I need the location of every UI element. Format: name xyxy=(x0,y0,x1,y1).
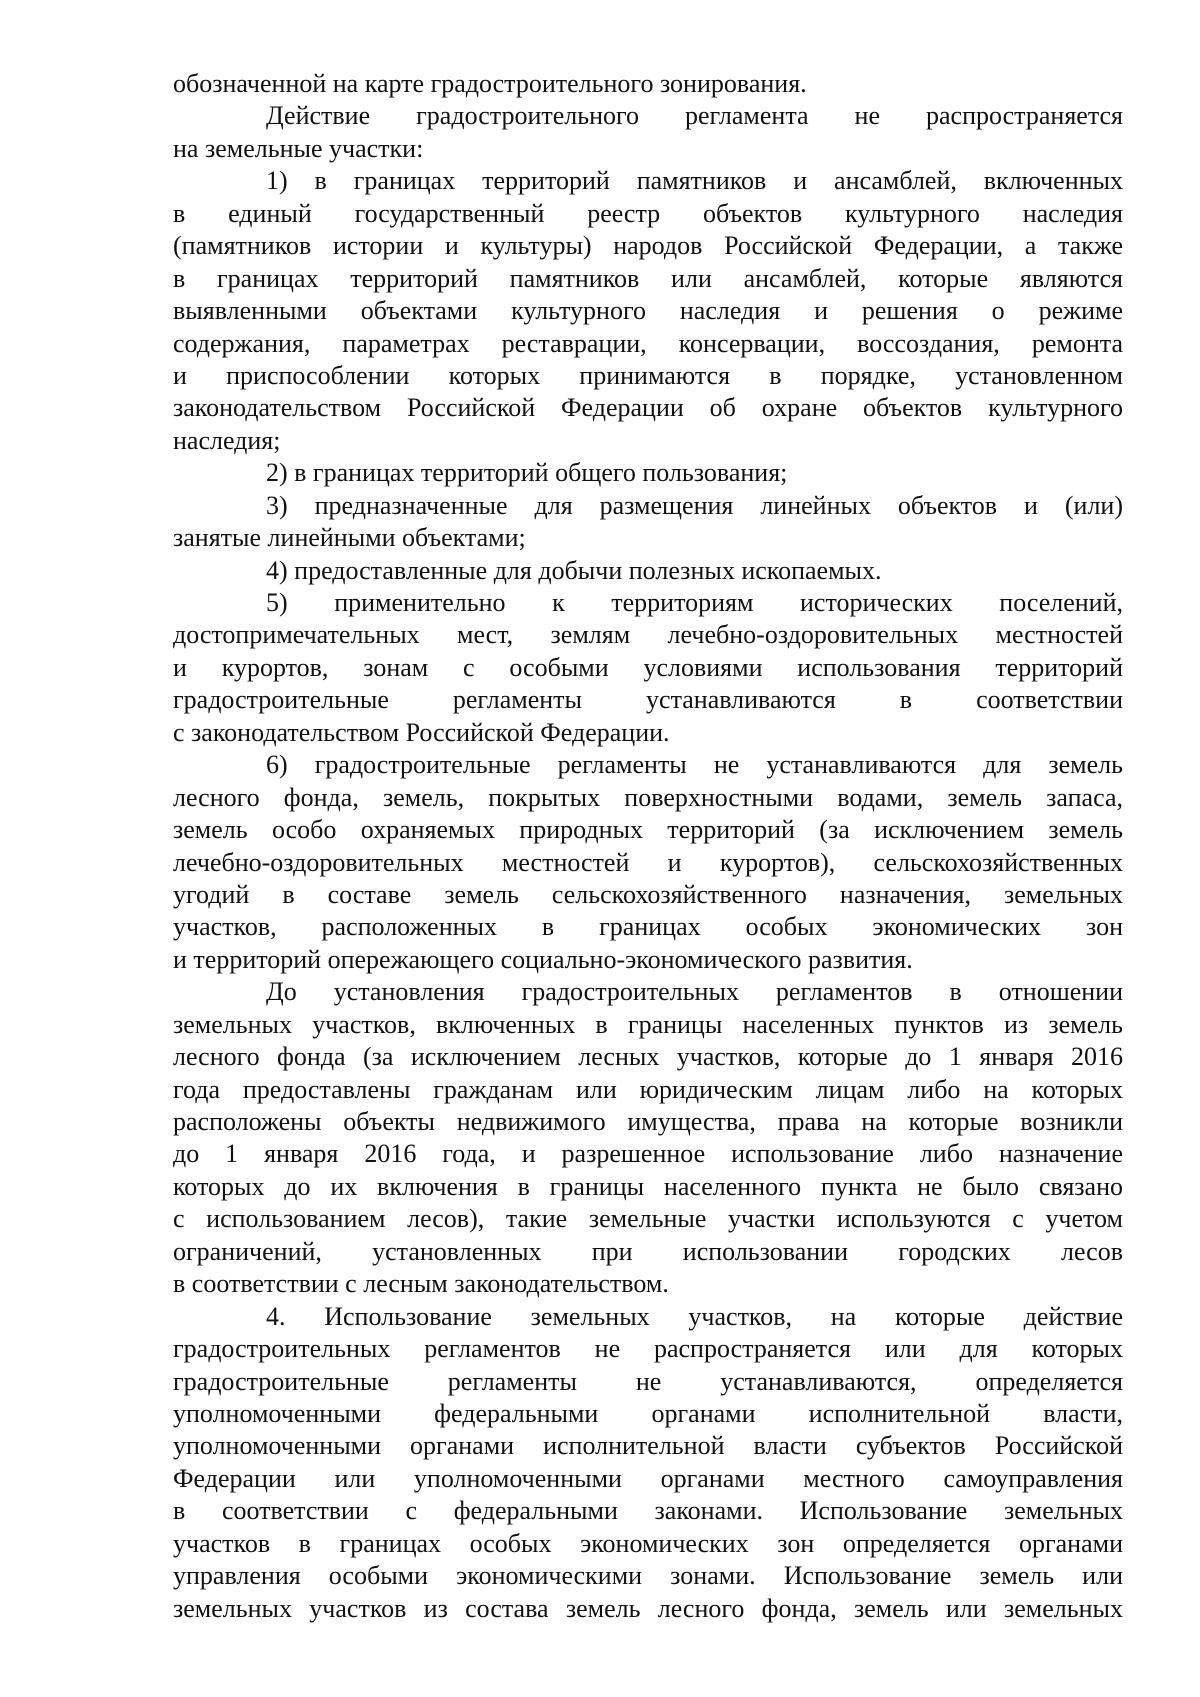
text-line: достопримечательных мест, землям лечебно-оздоровительных местностей xyxy=(173,620,1123,650)
text-line: Действие градостроительного регламента не распространяется xyxy=(266,101,1123,131)
text-line: на земельные участки: xyxy=(173,133,424,163)
text-line: в соответствии с федеральными законами. Использование земельных xyxy=(173,1496,1123,1526)
text-line: в единый государственный реестр объектов культурного наследия xyxy=(173,198,1123,228)
text-line: земель особо охраняемых природных территорий (за исключением земель xyxy=(173,815,1123,845)
text-line: лесного фонда, земель, покрытых поверхностными водами, земель запаса, xyxy=(173,782,1123,812)
text-line: До установления градостроительных регламентов в отношении xyxy=(266,977,1123,1007)
text-line: и территорий опережающего социально-экономического развития. xyxy=(173,944,913,974)
text-line: угодий в составе земель сельскохозяйственного назначения, земельных xyxy=(173,879,1123,909)
text-line: до 1 января 2016 года, и разрешенное использование либо назначение xyxy=(173,1139,1123,1169)
text-line: 6) градостроительные регламенты не устанавливаются для земель xyxy=(266,750,1123,780)
text-line: 4) предоставленные для добычи полезных ископаемых. xyxy=(266,555,882,585)
text-line: которых до их включения в границы населенного пункта не было связано xyxy=(173,1171,1123,1201)
text-line: лечебно-оздоровительных местностей и курортов), сельскохозяйственных xyxy=(173,847,1123,877)
text-line: в соответствии с лесным законодательством. xyxy=(173,1269,669,1299)
text-line: 2) в границах территорий общего пользования; xyxy=(266,458,788,488)
text-line: 4. Использование земельных участков, на которые действие xyxy=(266,1301,1123,1331)
text-line: выявленными объектами культурного наследия и решения о режиме xyxy=(173,296,1123,326)
text-line: обозначенной на карте градостроительного зонирования. xyxy=(173,69,807,98)
text-line: 3) предназначенные для размещения линейных объектов и (или) xyxy=(266,490,1123,520)
text-line: законодательством Российской Федерации об охране объектов культурного xyxy=(173,393,1123,423)
text-line: градостроительные регламенты устанавливаются в соответствии xyxy=(173,685,1123,715)
text-line: управления особыми экономическими зонами. Использование земель или xyxy=(173,1561,1123,1591)
text-line: участков, расположенных в границах особых экономических зон xyxy=(173,912,1123,942)
text-line: с использованием лесов), такие земельные участки используются с учетом xyxy=(173,1204,1123,1234)
text-line: земельных участков, включенных в границы населенных пунктов из земель xyxy=(173,1009,1123,1039)
text-line: в границах территорий памятников или ансамблей, которые являются xyxy=(173,263,1123,293)
text-line: занятые линейными объектами; xyxy=(173,523,526,553)
text-line: 1) в границах территорий памятников и ансамблей, включенных xyxy=(266,166,1123,196)
text-line: (памятников истории и культуры) народов Российской Федерации, а также xyxy=(173,231,1123,261)
text-line: расположены объекты недвижимого имущества, права на которые возникли xyxy=(173,1107,1123,1136)
text-line: содержания, параметрах реставрации, консервации, воссоздания, ремонта xyxy=(173,328,1123,358)
text-line: наследия; xyxy=(173,425,281,455)
text-line: градостроительные регламенты не устанавливаются, определяется xyxy=(173,1366,1123,1396)
text-line: ограничений, установленных при использовании городских лесов xyxy=(173,1236,1123,1266)
text-line: участков в границах особых экономических зон определяется органами xyxy=(173,1528,1123,1558)
document-page xyxy=(173,68,1123,1625)
text-line: градостроительных регламентов не распространяется или для которых xyxy=(173,1334,1123,1364)
text-line: и приспособлении которых принимаются в порядке, установленном xyxy=(173,360,1123,390)
text-line: 5) применительно к территориям исторических поселений, xyxy=(266,588,1123,617)
text-line: уполномоченными органами исполнительной власти субъектов Российской xyxy=(173,1431,1123,1461)
text-line: и курортов, зонам с особыми условиями использования территорий xyxy=(173,652,1123,682)
text-line: земельных участков из состава земель лесного фонда, земель или земельных xyxy=(173,1593,1123,1623)
text-line: года предоставлены гражданам или юридическим лицам либо на которых xyxy=(173,1074,1123,1104)
text-line: лесного фонда (за исключением лесных участков, которые до 1 января 2016 xyxy=(173,1042,1123,1072)
text-line: с законодательством Российской Федерации. xyxy=(173,717,670,747)
text-line: уполномоченными федеральными органами исполнительной власти, xyxy=(173,1398,1123,1428)
text-line: Федерации или уполномоченными органами местного самоуправления xyxy=(173,1463,1123,1493)
